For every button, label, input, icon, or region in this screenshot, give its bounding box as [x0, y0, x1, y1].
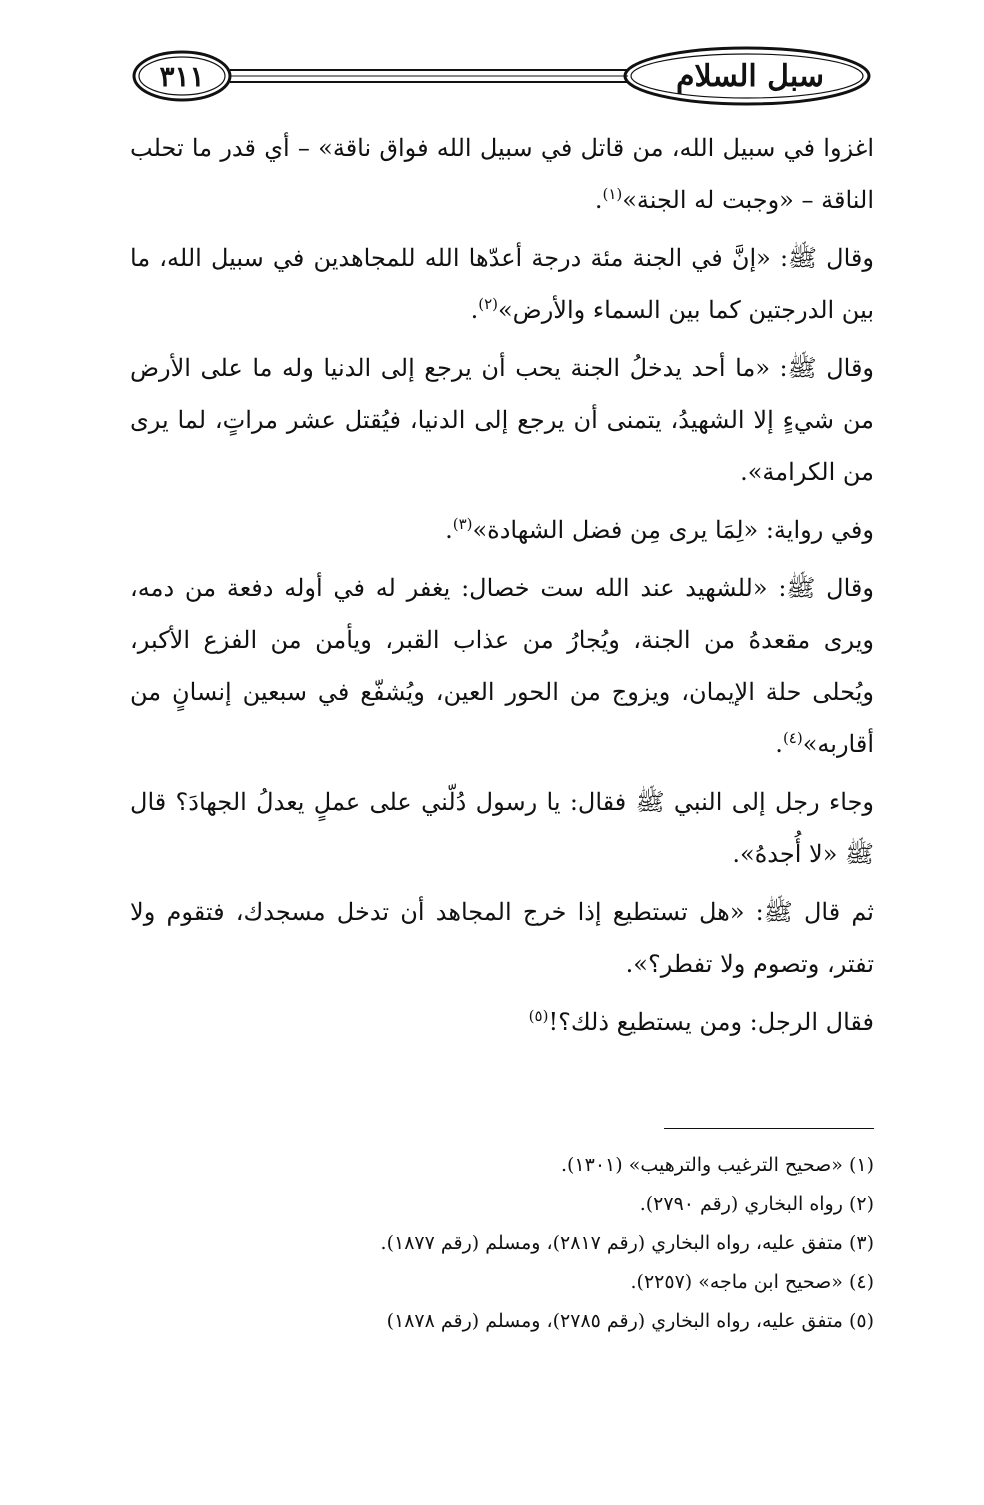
- footnote: (١) «صحيح الترغيب والترهيب» (١٣٠١).: [560, 1154, 874, 1176]
- footnote: (٤) «صحيح ابن ماجه» (٢٢٥٧).: [630, 1271, 874, 1293]
- footnote-ref: (١): [602, 185, 623, 203]
- paragraph-end: .: [775, 730, 783, 758]
- footnote-ref: (٢): [478, 295, 498, 313]
- footnote-ref: (٥): [528, 1007, 549, 1025]
- paragraph: [130, 562, 874, 770]
- paragraph-text: وفي رواية: «لِمَا يرى مِن فضل الشهادة»: [472, 516, 874, 544]
- footnote-separator: [664, 1128, 874, 1129]
- paragraph: [130, 776, 874, 880]
- paragraph: [130, 122, 874, 226]
- footnote: (٢) رواه البخاري (رقم ٢٧٩٠).: [639, 1193, 874, 1215]
- book-title: سبل السلام: [675, 58, 825, 94]
- paragraph-text: وقال ﷺ: «ما أحد يدخلُ الجنة يحب أن يرجع إلى الدنيا وله ما على الأرض من شيءٍ إلا الشهيدُ، يتمنى أن يرجع إلى الدنيا، فيُقتل عشر مراتٍ، لما يرى من الكرامة».: [130, 354, 875, 486]
- paragraph-end: .: [445, 516, 453, 544]
- footnote: (٥) متفق عليه، رواه البخاري (رقم ٢٧٨٥)، ومسلم (رقم ١٨٧٨): [386, 1310, 874, 1332]
- paragraph: [130, 886, 874, 990]
- paragraph-text: فقال الرجل: ومن يستطيع ذلك؟!: [548, 1008, 874, 1036]
- paragraph-text: وجاء رجل إلى النبي ﷺ فقال: يا رسول دُلّني على عملٍ يعدلُ الجهادَ؟ قال ﷺ «لا أُجدهُ».: [130, 788, 874, 868]
- main-text: [130, 122, 874, 1054]
- paragraph-text: ثم قال ﷺ: «هل تستطيع إذا خرج المجاهد أن تدخل مسجدك، فتقوم ولا تفتر، وتصوم ولا تفطر؟».: [130, 898, 874, 978]
- footnote: (٣) متفق عليه، رواه البخاري (رقم ٢٨١٧)، ومسلم (رقم ١٨٧٧).: [380, 1232, 874, 1254]
- page-header: [130, 44, 874, 114]
- footnote-ref: (٤): [782, 729, 803, 747]
- paragraph-text: اغزوا في سبيل الله، من قاتل في سبيل الله فواق ناقة» – أي قدر ما تحلب الناقة – «وجبت له الجنة»: [130, 134, 874, 214]
- footnote-ref: (٣): [452, 515, 473, 533]
- page-number: ٣١١: [159, 59, 205, 93]
- paragraph-end: .: [594, 186, 603, 214]
- paragraph-end: .: [470, 296, 479, 324]
- paragraph: [130, 996, 874, 1048]
- footnotes: [130, 1146, 874, 1341]
- paragraph-text: وقال ﷺ: «للشهيد عند الله ست خصال: يغفر له في أوله دفعة من دمه، ويرى مقعدهُ من الجنة، ويُجارُ من عذاب القبر، ويأمن من الفزع الأكبر، ويُحلى حلة الإيمان، ويزوج من الحور العين، ويُشفّع في سبعين إنسانٍ من أقاربه»: [130, 574, 874, 758]
- paragraph: [130, 232, 874, 336]
- paragraph: [130, 504, 874, 556]
- paragraph: [130, 342, 874, 498]
- paragraph-text: وقال ﷺ: «إنَّ في الجنة مئة درجة أعدّها الله للمجاهدين في سبيل الله، ما بين الدرجتين كما بين السماء والأرض»: [130, 244, 874, 324]
